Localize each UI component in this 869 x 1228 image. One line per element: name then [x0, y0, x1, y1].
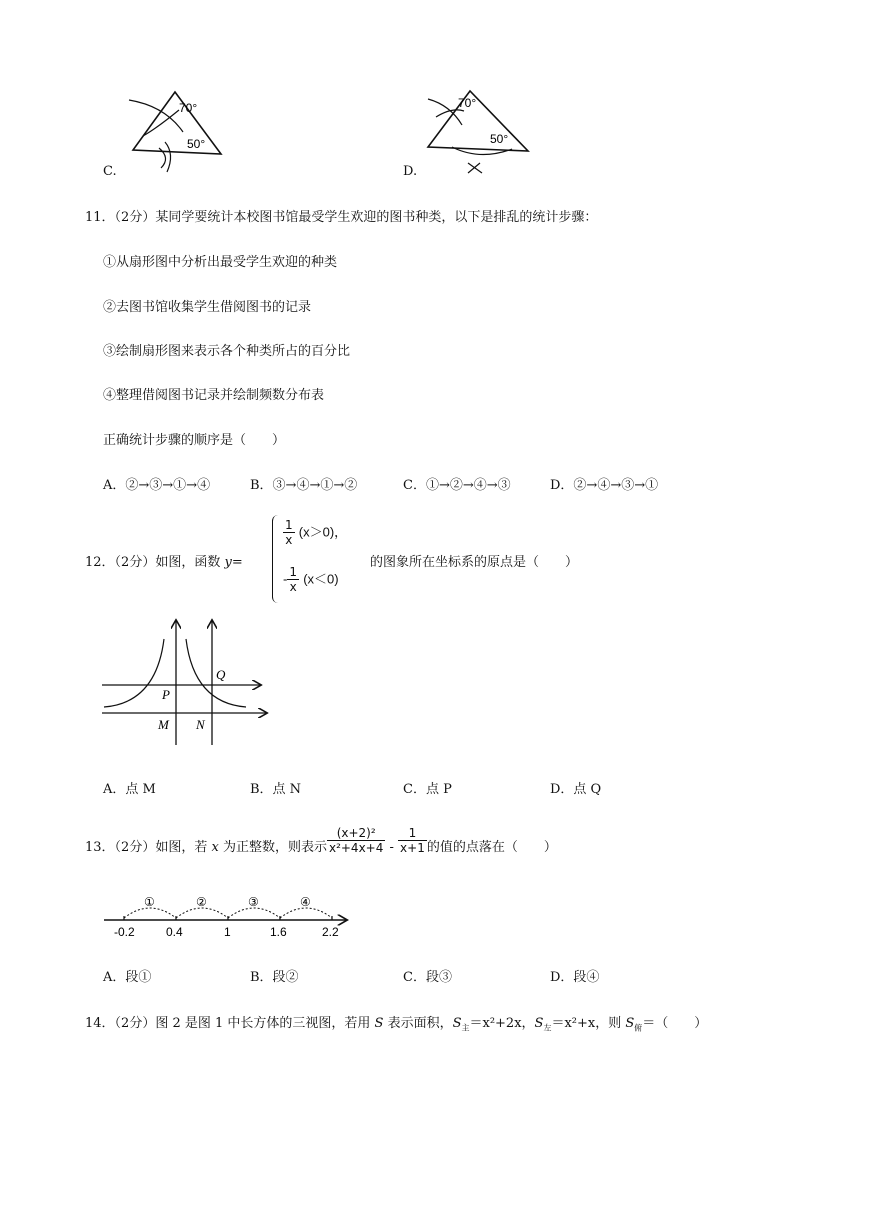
q11-step-3: ③绘制扇形图来表示各个种类所占的百分比 — [103, 344, 351, 359]
piecewise-case-1: $\frac{1}{x}$ (x＞0)， — [285, 518, 348, 548]
point-q-label: Q — [216, 667, 226, 682]
q14-stem: 14．（2分）图 2 是图 1 中长方体的三视图，若用 S 表示面积，$S_主=x^2+2x$，$S_左=x^2+x$，则 $S_俯=$（ ） — [85, 1016, 708, 1033]
piecewise-case-2: - $\frac{1}{x}$ (x＜0) — [283, 565, 339, 595]
segment-2-label: ② — [196, 895, 207, 909]
angle-50-label: 50° — [490, 132, 509, 146]
option-d-label: D. — [403, 164, 418, 179]
tick-label: 2.2 — [322, 925, 339, 939]
number-line-figure — [100, 890, 360, 940]
q13-option-b[interactable]: B．段② — [250, 970, 299, 985]
tick-label: 0.4 — [166, 925, 183, 939]
point-n-label: N — [196, 717, 205, 732]
triangle-figure-d — [420, 85, 560, 180]
tick-label: 1 — [224, 925, 231, 939]
q12-stem-suffix: 的图象所在坐标系的原点是（ ） — [370, 555, 579, 570]
segment-4-label: ④ — [300, 895, 311, 909]
triangle-figure-c — [95, 88, 235, 173]
hyperbola-figure — [98, 615, 273, 750]
q12-option-a[interactable]: A．点 M — [103, 782, 156, 797]
tick-label: 1.6 — [270, 925, 287, 939]
q12-stem: 12．（2分）如图，函数 y= — [85, 555, 243, 570]
q13-option-c[interactable]: C．段③ — [403, 970, 452, 985]
q12-option-c[interactable]: C．点 P — [403, 782, 452, 797]
angle-50-label: 50° — [187, 137, 206, 151]
q13-option-d[interactable]: D．段④ — [550, 970, 600, 985]
q11-option-a[interactable]: A．②→③→①→④ — [103, 478, 211, 493]
q11-step-1: ①从扇形图中分析出最受学生欢迎的种类 — [103, 255, 338, 270]
q11-step-4: ④整理借阅图书记录并绘制频数分布表 — [103, 388, 325, 403]
q13-stem: 13．（2分）如图，若 x 为正整数，则表示 $\frac{\text{(x+2)²}}{\text{x²+4x+4}}$ - $\frac{1}{x+1}$ 的值的点落在（ ） — [85, 825, 557, 855]
point-p-label: P — [162, 687, 170, 702]
q12-option-b[interactable]: B．点 N — [250, 782, 302, 797]
q11-option-b[interactable]: B．③→④→①→② — [250, 478, 358, 493]
segment-3-label: ③ — [248, 895, 259, 909]
q13-option-a[interactable]: A．段① — [103, 970, 152, 985]
piecewise-brace — [272, 515, 279, 603]
q11-option-d[interactable]: D．②→④→③→① — [550, 478, 659, 493]
point-m-label: M — [158, 717, 169, 732]
tick-label: -0.2 — [114, 925, 135, 939]
segment-1-label: ① — [144, 895, 155, 909]
q11-option-c[interactable]: C．①→②→④→③ — [403, 478, 511, 493]
q11-step-2: ②去图书馆收集学生借阅图书的记录 — [103, 300, 312, 315]
q12-option-d[interactable]: D．点 Q — [550, 782, 602, 797]
q11-question: 正确统计步骤的顺序是（ ） — [103, 433, 286, 448]
q11-stem: 11．（2分）某同学要统计本校图书馆最受学生欢迎的图书种类，以下是排乱的统计步骤： — [85, 210, 598, 225]
angle-70-label: 70° — [179, 101, 198, 115]
angle-70-label: 70° — [458, 96, 477, 110]
option-c-label: C. — [103, 164, 117, 179]
